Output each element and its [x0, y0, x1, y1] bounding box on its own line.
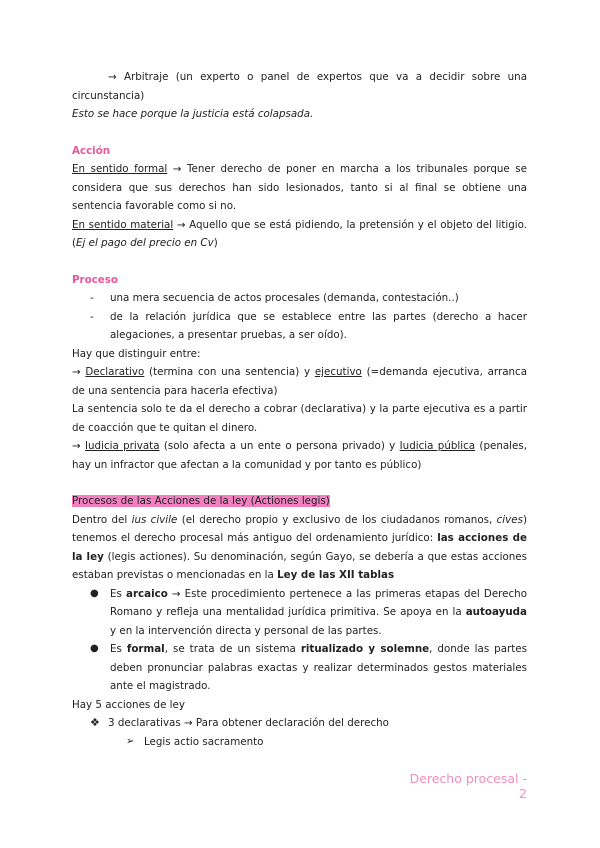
document-page	[72, 68, 527, 751]
list-item: ● Es arcaico → Este procedimiento pertenece a las primeras etapas del Derecho Romano y refleja una mentalidad jurídica primitiva. Se apoya en la autoayuda y en la intervención directa y personal de las partes.	[72, 585, 527, 641]
accion-material-paragraph: En sentido material → Aquello que se está pidiendo, la pretensión y el objeto del litigio. (Ej el pago del precio en Cv)	[72, 218, 528, 249]
declarativo-paragraph: → Declarativo (termina con una sentencia) y ejecutivo (=demanda ejecutiva, arranca de una sentencia para hacerla efectiva)	[72, 366, 527, 397]
dash-icon: -	[90, 292, 94, 304]
cinco-acciones-text: Hay 5 acciones de ley	[72, 698, 185, 711]
arbitraje-paragraph: → Arbitraje (un experto o panel de expertos que va a decidir sobre una circunstancia)	[72, 71, 527, 102]
iudicia-paragraph: → Iudicia privata (solo afecta a un ente o persona privado) y Iudicia pública (penales, hay un infractor que afectan a la comunidad y por tanto es público)	[72, 440, 527, 471]
dash-icon: -	[90, 310, 94, 323]
sentencia-paragraph: La sentencia solo te da el derecho a cobrar (declarativa) y la parte ejecutiva es a partir de coacción que te quitan el dinero.	[72, 403, 527, 434]
list-item: ➢ Legis actio sacramento	[72, 733, 527, 752]
arbitraje-note: Esto se hace porque la justicia está colapsada.	[72, 108, 314, 120]
accion-material-term: En sentido material	[72, 218, 174, 231]
accion-formal-paragraph: En sentido formal → Tener derecho de poner en marcha a los tribunales porque se considera que sus derechos han sido lesionados, tanto si al final se obtiene una sentencia favorable como si no.	[72, 163, 527, 212]
proceso-heading: Proceso	[72, 273, 118, 286]
distinguish-text: Hay que distinguir entre:	[72, 347, 201, 360]
bullet-icon: ●	[90, 643, 99, 654]
list-item: ● Es formal, se trata de un sistema ritualizado y solemne, donde las partes deben pronunciar palabras exactas y realizar determinados gestos materiales ante el magistrado.	[72, 640, 527, 696]
proceso-list	[72, 289, 527, 345]
list-item: - de la relación jurídica que se establece entre las partes (derecho a hacer alegaciones, a presentar pruebas, a ser oído).	[72, 308, 527, 345]
accion-heading: Acción	[72, 144, 111, 157]
acciones-bullets	[72, 585, 527, 696]
page-footer: Derecho procesal - 2	[409, 771, 527, 801]
bullet-icon: ●	[90, 587, 99, 599]
accion-formal-term: En sentido formal	[72, 163, 168, 175]
arrowhead-bullet-icon: ➢	[126, 735, 135, 747]
diamond-bullet-icon: ❖	[90, 716, 100, 729]
list-item: ❖ 3 declarativas → Para obtener declaración del derecho	[72, 714, 527, 733]
list-item: - una mera secuencia de actos procesales (demanda, contestación..)	[72, 289, 527, 308]
declarativas-list	[72, 714, 527, 751]
acciones-heading: Procesos de las Acciones de la ley (Actiones legis)	[72, 495, 330, 507]
acciones-intro-paragraph: Dentro del ius civile (el derecho propio y exclusivo de los ciudadanos romanos, cives) tenemos el derecho procesal más antiguo del ordenamiento jurídico: las acciones de la ley (legis actiones). Su denominación, según Gayo, se debería a que estas acciones estaban previstas o mencionadas en la Ley de las XII tablas	[72, 513, 527, 581]
